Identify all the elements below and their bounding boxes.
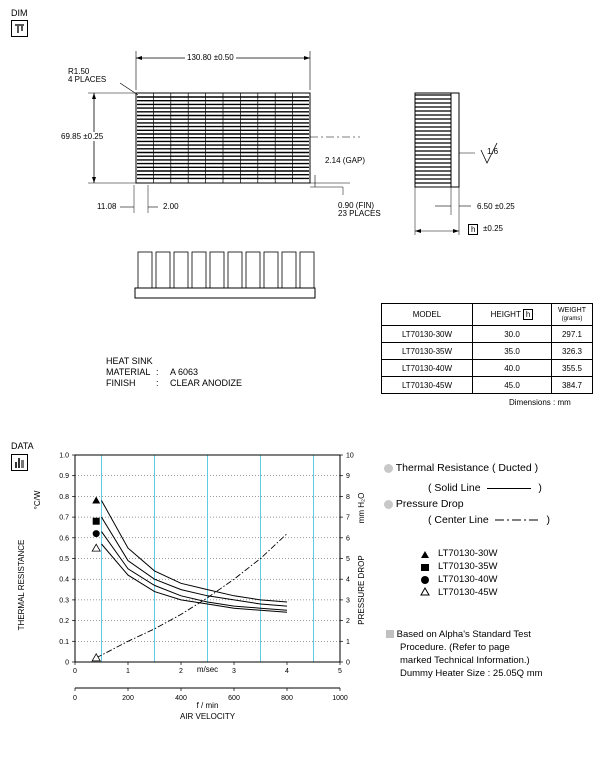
roughness-value: 1.6: [487, 147, 499, 156]
y-right-tick-label: 6: [346, 535, 350, 543]
width-dimension: 130.80 ±0.50: [187, 53, 234, 62]
material-sep: :: [156, 367, 159, 377]
y-right-tick-label: 8: [346, 493, 350, 501]
triangle-filled-icon: [421, 551, 429, 558]
front-view-drawing: [130, 248, 320, 304]
y-right-label: PRESSURE DROP: [357, 555, 366, 625]
x-caption: AIR VELOCITY: [179, 712, 236, 721]
solid-line-sample: [487, 488, 531, 489]
series-line-LT70130-35W: [102, 517, 288, 606]
front-fin: [282, 252, 296, 288]
y-left-tick-label: 0.4: [59, 576, 69, 584]
note-line-4: Dummy Heater Size : 25.05Q mm: [400, 668, 543, 679]
material-title: HEAT SINK: [106, 356, 153, 366]
h-tolerance: ±0.25: [483, 224, 503, 233]
pressure-marker: [92, 654, 100, 661]
marker-triangle-open: [92, 544, 100, 551]
spec-table-header: [382, 304, 593, 326]
cell-height: 45.0: [473, 377, 552, 394]
x2-tick-label: 1000: [332, 695, 348, 702]
legend-center: [428, 514, 550, 526]
cell-model: LT70130-35W: [382, 343, 473, 360]
dimension-icon: [11, 20, 28, 37]
legend-thermal-text: Thermal Resistance ( Ducted ): [395, 462, 539, 474]
cell-model: LT70130-40W: [382, 360, 473, 377]
x-tick-label: 3: [232, 668, 236, 675]
radius-count: 4 PLACES: [68, 75, 107, 84]
y-left-label: THERMAL RESISTANCE: [17, 539, 26, 631]
h-box: h: [468, 224, 478, 235]
x-tick-label: 1: [126, 668, 130, 675]
legend-solid: [428, 482, 542, 494]
fin-dimension: 0.90 (FIN): [338, 201, 375, 210]
legend-model-4: LT70130-45W: [438, 587, 498, 598]
header-weight: [552, 304, 593, 326]
front-fin: [156, 252, 170, 288]
y-left-tick-label: 0: [65, 659, 69, 667]
cell-weight: 297.1: [552, 326, 593, 343]
legend-model-3: LT70130-40W: [438, 574, 498, 585]
x2-tick-label: 600: [228, 695, 240, 702]
y-right-tick-label: 1: [346, 638, 350, 646]
pressure-drop-line: [96, 534, 287, 658]
marker-triangle-filled: [92, 497, 100, 504]
triangle-open-icon: [421, 588, 429, 595]
y-left-tick-label: 1.0: [59, 452, 69, 460]
radius-note: R1.50: [68, 67, 90, 76]
front-fin: [300, 252, 314, 288]
x2-tick-label: 0: [73, 695, 77, 702]
marker-square-filled: [93, 518, 100, 525]
cell-weight: 355.5: [552, 360, 593, 377]
legend-solid-text: ( Solid Line: [428, 482, 481, 494]
x2-tick-label: 800: [281, 695, 293, 702]
y-left-tick-label: 0.7: [59, 514, 69, 522]
circle-filled-icon: [421, 576, 429, 584]
y-right-tick-label: 4: [346, 576, 350, 584]
header-weight-label: WEIGHT: [558, 306, 586, 314]
legend-thermal: [384, 462, 538, 474]
legend-markers: [418, 548, 432, 600]
marker-circle-filled: [93, 530, 100, 537]
table-row: [382, 360, 593, 377]
y-right-tick-label: 5: [346, 556, 350, 563]
legend-pressure-text: Pressure Drop: [395, 498, 464, 510]
y-right-tick-label: 7: [346, 514, 350, 522]
side-view-drawing: [405, 85, 515, 245]
cell-height: 40.0: [473, 360, 552, 377]
y-left-tick-label: 0.3: [59, 597, 69, 605]
gap-dimension: 2.14 (GAP): [325, 156, 366, 165]
data-label: DATA: [11, 441, 34, 451]
x-tick-label: 0: [73, 668, 77, 675]
cell-weight: 326.3: [552, 343, 593, 360]
y-left-tick-label: 0.6: [59, 535, 69, 543]
front-fin: [174, 252, 188, 288]
y-left-unit: °C/W: [33, 490, 42, 510]
y-right-tick-label: 2: [346, 618, 350, 626]
thermal-chart: [0, 440, 380, 730]
y-right-tick-label: 3: [346, 597, 350, 605]
y-right-tick-label: 9: [346, 473, 350, 481]
left-offset-dimension: 11.08: [97, 202, 117, 211]
front-fin: [138, 252, 152, 288]
table-row: [382, 326, 593, 343]
x2-tick-label: 400: [175, 695, 187, 702]
thermal-bullet-icon: [384, 464, 393, 473]
series-line-LT70130-30W: [102, 501, 288, 603]
header-height: [473, 304, 552, 326]
height-dimension: 69.85 ±0.25: [61, 132, 104, 141]
material-label: MATERIAL: [106, 367, 151, 377]
center-line-sample: [495, 517, 541, 523]
front-fin: [210, 252, 224, 288]
finish-sep: :: [156, 378, 159, 388]
y-left-tick-label: 0.1: [59, 638, 69, 646]
legend-solid-close: ): [538, 482, 542, 494]
spec-table: [381, 303, 593, 394]
header-height-box: h: [523, 309, 533, 320]
legend-model-1: LT70130-30W: [438, 548, 498, 559]
note-line-1: [386, 629, 531, 640]
header-height-label: HEIGHT: [490, 310, 521, 319]
header-weight-unit: (grams): [561, 315, 583, 322]
front-fin: [264, 252, 278, 288]
legend-model-2: LT70130-35W: [438, 561, 498, 572]
note-line-2: Procedure. (Refer to page: [400, 642, 510, 653]
x2-axis-label: f / min: [196, 701, 219, 710]
header-model: MODEL: [382, 304, 473, 326]
cell-model: LT70130-45W: [382, 377, 473, 394]
material-value: A 6063: [170, 367, 199, 377]
pressure-bullet-icon: [384, 500, 393, 509]
square-filled-icon: [421, 564, 429, 571]
cell-height: 35.0: [473, 343, 552, 360]
note-bullet-icon: [386, 630, 394, 638]
x-axis-label: m/sec: [196, 665, 219, 674]
cell-model: LT70130-30W: [382, 326, 473, 343]
y-left-tick-label: 0.9: [59, 473, 69, 481]
front-fin: [246, 252, 260, 288]
fin-count: 23 PLACES: [338, 209, 381, 218]
legend-center-close: ): [546, 514, 551, 526]
y-right-unit: mm H₂O: [357, 492, 366, 524]
x2-tick-label: 200: [122, 695, 134, 702]
x-tick-label: 5: [338, 668, 342, 675]
legend-center-text: ( Center Line: [428, 514, 489, 526]
note-line-1-text: Based on Alpha's Standard Test: [396, 629, 531, 640]
dimensions-note: Dimensions : mm: [509, 398, 571, 407]
finish-label: FINISH: [106, 378, 136, 388]
pitch-dimension: 2.00: [163, 202, 179, 211]
x-tick-label: 2: [179, 668, 183, 675]
x-tick-label: 4: [285, 668, 289, 675]
note-line-3: marked Technical Information.): [400, 655, 530, 666]
finish-value: CLEAR ANODIZE: [170, 378, 243, 388]
dim-label: DIM: [11, 8, 28, 18]
cell-weight: 384.7: [552, 377, 593, 394]
front-fin: [192, 252, 206, 288]
series-line-LT70130-45W: [102, 544, 288, 612]
legend-pressure: [384, 498, 464, 510]
y-left-tick-label: 0.2: [59, 618, 69, 626]
y-right-tick-label: 10: [346, 452, 354, 460]
base-dimension: 6.50 ±0.25: [477, 202, 515, 211]
table-row: [382, 377, 593, 394]
series-line-LT70130-40W: [102, 532, 288, 611]
y-right-tick-label: 0: [346, 659, 350, 667]
y-left-tick-label: 0.5: [59, 556, 69, 563]
front-fin: [228, 252, 242, 288]
y-left-tick-label: 0.8: [59, 493, 69, 501]
table-row: [382, 343, 593, 360]
cell-height: 30.0: [473, 326, 552, 343]
